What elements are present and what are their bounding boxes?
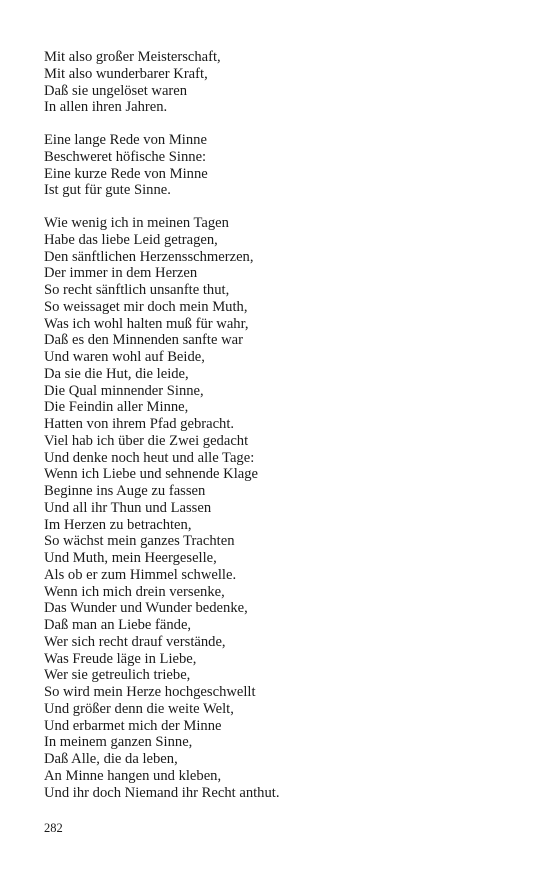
stanza-2 — [44, 132, 524, 199]
verse-line: So weissaget mir doch mein Muth, — [44, 298, 248, 315]
verse-line: So recht sänftlich unsanfte thut, — [44, 282, 230, 298]
verse-line: Das Wunder und Wunder bedenke, — [44, 600, 248, 617]
verse-line: Wer sich recht drauf verstände, — [44, 633, 226, 650]
verse-line: Und denke noch heut und alle Tage: — [44, 449, 255, 466]
verse-line: Und waren wohl auf Beide, — [44, 349, 205, 365]
verse-line: Die Qual minnender Sinne, — [44, 382, 204, 399]
verse-line: Und all ihr Thun und Lassen — [44, 499, 212, 516]
verse-line: Daß sie ungelöset waren — [44, 82, 188, 99]
verse-line: Hatten von ihrem Pfad gebracht. — [44, 416, 235, 432]
verse-line: Was Freude läge in Liebe, — [44, 650, 197, 667]
stanza-3 — [44, 215, 524, 801]
verse-line: Wer sie getreulich triebe, — [44, 667, 191, 684]
verse-line: Mit also großer Meisterschaft, — [44, 49, 221, 65]
stanza-1 — [44, 49, 524, 116]
verse-line: Wie wenig ich in meinen Tagen — [44, 215, 229, 231]
page-number: 282 — [44, 821, 63, 835]
verse-line: Daß Alle, die da leben, — [44, 751, 178, 767]
verse-line: Und Muth, mein Heergeselle, — [44, 550, 217, 566]
verse-line: Beschweret höfische Sinne: — [44, 148, 207, 165]
verse-line: Und ihr doch Niemand ihr Recht anthut. — [44, 784, 280, 801]
verse-line: Wenn ich mich drein versenke, — [44, 583, 225, 600]
verse-line: Wenn ich Liebe und sehnende Klage — [44, 466, 259, 483]
verse-line: Eine kurze Rede von Minne — [44, 165, 208, 182]
verse-line: Im Herzen zu betrachten, — [44, 516, 192, 533]
verse-line: Ist gut für gute Sinne. — [44, 182, 171, 199]
verse-line: An Minne hangen und kleben, — [44, 767, 222, 784]
verse-line: Daß man an Liebe fände, — [44, 617, 192, 633]
verse-line: In allen ihren Jahren. — [44, 99, 168, 116]
verse-line: Was ich wohl halten muß für wahr, — [44, 315, 249, 332]
verse-line: Und größer denn die weite Welt, — [44, 700, 234, 717]
verse-line: Viel hab ich über die Zwei gedacht — [44, 432, 249, 449]
verse-line: Da sie die Hut, die leide, — [44, 365, 189, 382]
verse-line: Und erbarmet mich der Minne — [44, 717, 222, 734]
verse-line: In meinem ganzen Sinne, — [44, 734, 193, 751]
verse-line: Mit also wunderbarer Kraft, — [44, 65, 208, 82]
verse-line: Habe das liebe Leid getragen, — [44, 231, 218, 248]
verse-line: Der immer in dem Herzen — [44, 265, 198, 282]
verse-line: So wächst mein ganzes Trachten — [44, 533, 235, 550]
verse-line: Die Feindin aller Minne, — [44, 399, 189, 416]
verse-line: Beginne ins Auge zu fassen — [44, 483, 206, 499]
verse-line: So wird mein Herze hochgeschwellt — [44, 684, 256, 700]
verse-line: Eine lange Rede von Minne — [44, 132, 207, 148]
verse-line: Daß es den Minnenden sanfte war — [44, 332, 243, 349]
poem-text — [44, 49, 524, 817]
verse-line: Als ob er zum Himmel schwelle. — [44, 566, 237, 583]
verse-line: Den sänftlichen Herzensschmerzen, — [44, 248, 254, 265]
